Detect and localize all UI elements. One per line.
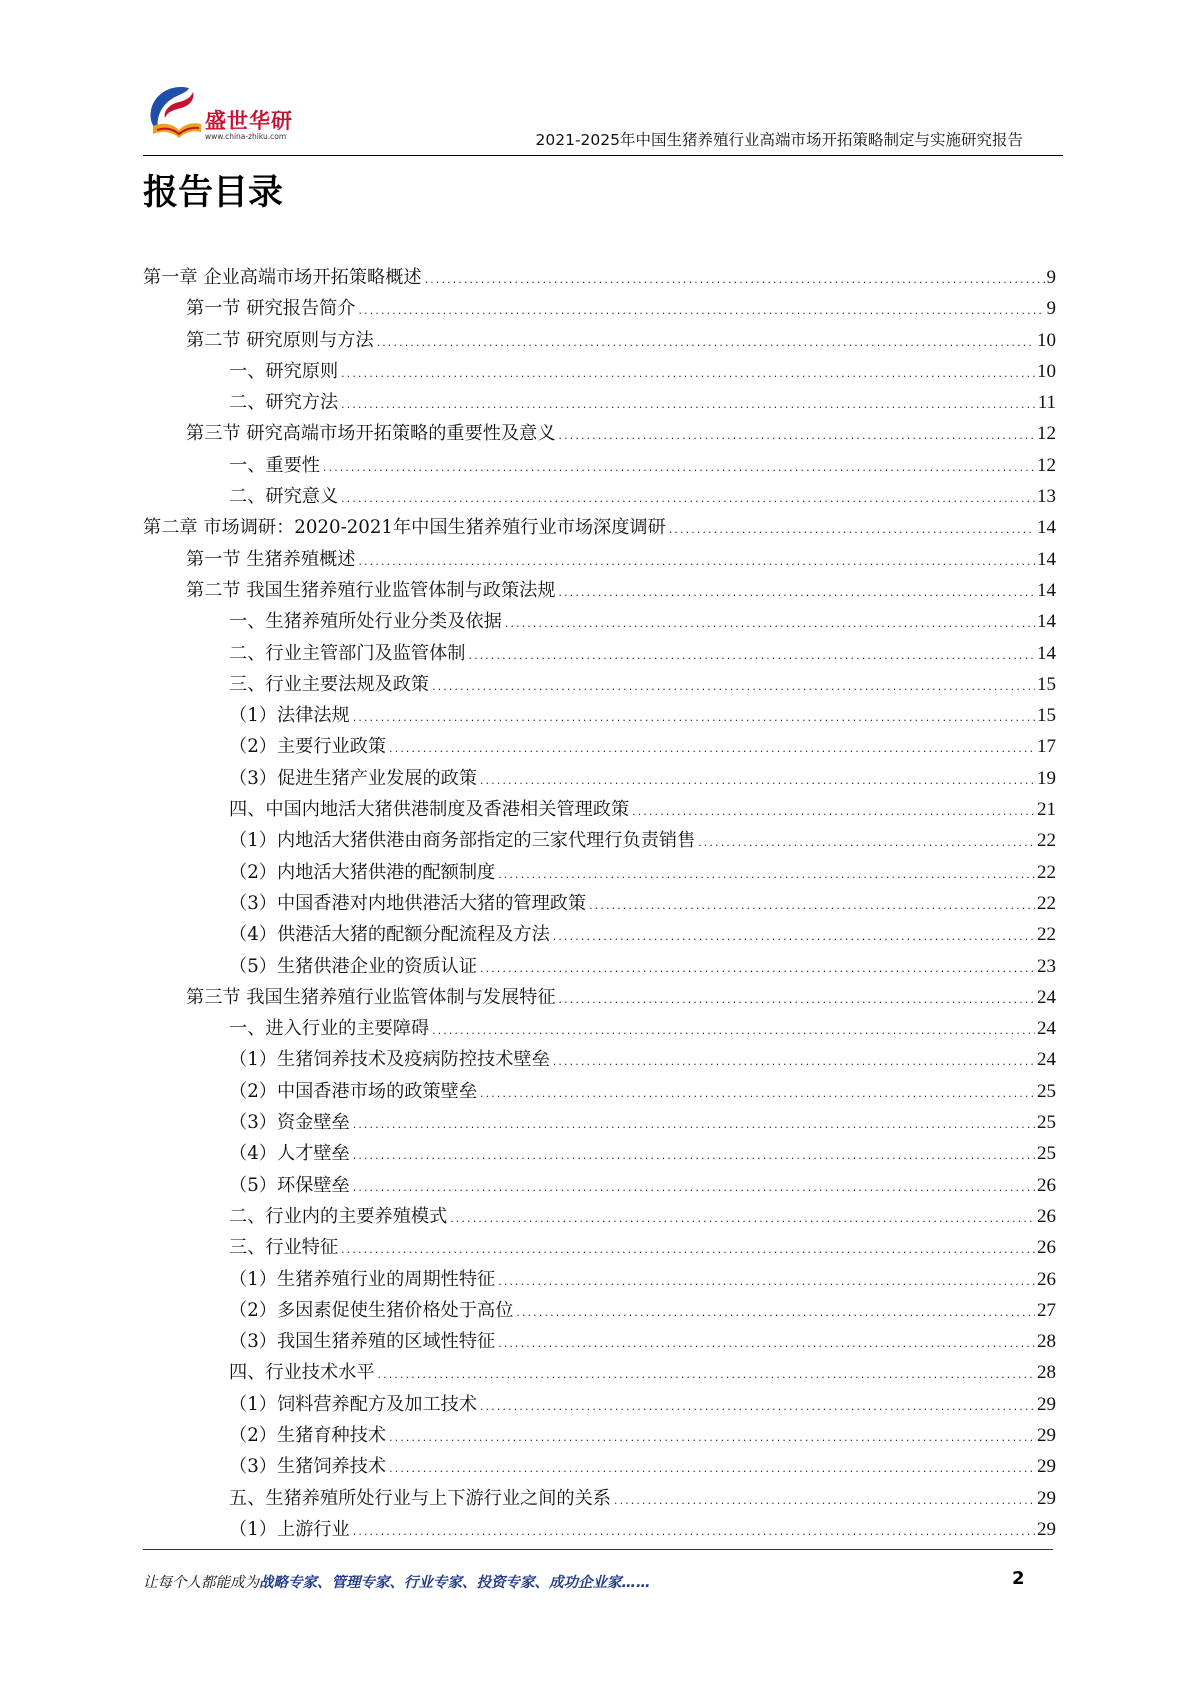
logo-emblem-icon	[143, 82, 203, 142]
toc-entry-label: 二、研究意义	[229, 486, 339, 508]
toc-entry-label: 二、行业主管部门及监管体制	[229, 642, 466, 664]
toc-entry-page: 11	[1037, 392, 1056, 414]
toc-entry-label: （4）供港活大猪的配额分配流程及方法	[229, 924, 550, 946]
toc-entry[interactable]	[143, 888, 1056, 919]
toc-entry-label: （2）生猪育种技术	[229, 1424, 387, 1446]
toc-entry-label: 一、重要性	[229, 454, 320, 476]
toc-entry-label: 第二节 研究原则与方法	[186, 329, 374, 351]
toc-leader-dots	[552, 1048, 1035, 1079]
toc-entry-label: 第一章 企业高端市场开拓策略概述	[143, 267, 422, 288]
toc-entry[interactable]	[143, 919, 1056, 950]
toc-entry[interactable]	[143, 325, 1056, 356]
toc-entry[interactable]	[143, 1013, 1056, 1044]
toc-entry-page: 17	[1037, 736, 1056, 758]
toc-entry-page: 25	[1037, 1080, 1056, 1102]
toc-entry-page: 15	[1037, 705, 1056, 727]
toc-entry[interactable]	[143, 1232, 1056, 1263]
toc-entry-page: 24	[1037, 1049, 1056, 1071]
toc-entry-label: （4）人才壁垒	[229, 1143, 350, 1165]
toc-entry-page: 27	[1037, 1299, 1056, 1321]
toc-entry-page: 29	[1037, 1393, 1056, 1415]
toc-entry[interactable]	[143, 293, 1056, 324]
toc-entry-page: 14	[1037, 548, 1056, 570]
toc-leader-dots	[322, 454, 1035, 485]
toc-entry-page: 28	[1037, 1362, 1056, 1384]
toc-entry[interactable]	[143, 1076, 1056, 1107]
toc-entry-label: 四、中国内地活大猪供港制度及香港相关管理政策	[229, 799, 630, 821]
toc-entry-page: 29	[1037, 1456, 1056, 1478]
toc-entry[interactable]	[143, 575, 1056, 606]
toc-leader-dots	[558, 579, 1035, 610]
toc-entry-label: 第二章 市场调研：2020-2021年中国生猪养殖行业市场深度调研	[143, 517, 666, 539]
toc-entry-label: （2）内地活大猪供港的配额制度	[229, 861, 496, 883]
toc-entry-page: 22	[1037, 892, 1056, 914]
toc-leader-dots	[504, 610, 1035, 641]
toc-entry[interactable]	[143, 638, 1056, 669]
toc-entry[interactable]	[143, 1389, 1056, 1420]
toc-leader-dots	[515, 1299, 1035, 1330]
logo-text: 盛世华研	[205, 109, 293, 133]
toc-leader-dots	[558, 422, 1035, 453]
toc-entry-page: 25	[1037, 1112, 1056, 1134]
toc-entry-label: 一、进入行业的主要障碍	[229, 1018, 430, 1040]
toc-leader-dots	[388, 1424, 1035, 1455]
page-number: 2	[1012, 1568, 1025, 1589]
footer-divider	[143, 1549, 1053, 1550]
toc-entry[interactable]	[143, 825, 1056, 856]
toc-entry[interactable]	[143, 1326, 1056, 1357]
toc-leader-dots	[352, 1174, 1035, 1205]
toc-entry-label: 第一节 生猪养殖概述	[186, 548, 356, 570]
toc-entry[interactable]	[143, 1044, 1056, 1075]
toc-entry[interactable]	[143, 1514, 1056, 1545]
toc-entry-page: 19	[1037, 767, 1056, 789]
toc-entry[interactable]	[143, 1264, 1056, 1295]
toc-entry[interactable]	[143, 700, 1056, 731]
toc-entry-label: （3）我国生猪养殖的区域性特征	[229, 1331, 496, 1353]
logo-url: www.china-zhiku.com	[205, 132, 287, 141]
toc-entry-page: 26	[1037, 1237, 1056, 1259]
toc-entry-label: （3）促进生猪产业发展的政策	[229, 767, 478, 789]
toc-entry-label: （1）饲料营养配方及加工技术	[229, 1393, 478, 1415]
toc-leader-dots	[497, 1330, 1035, 1361]
toc-entry-label: （2）多因素促使生猪价格处于高位	[229, 1299, 514, 1321]
toc-leader-dots	[352, 1111, 1035, 1142]
toc-entry-label: 三、行业主要法规及政策	[229, 673, 430, 695]
footer-slogan-emphasis: 战略专家、管理专家、行业专家、投资专家、成功企业家……	[259, 1575, 651, 1591]
toc-entry-page: 29	[1037, 1487, 1056, 1509]
toc-entry-page: 25	[1037, 1143, 1056, 1165]
toc-entry[interactable]	[143, 606, 1056, 637]
toc-leader-dots	[467, 642, 1035, 673]
toc-entry-page: 9	[1046, 267, 1056, 288]
toc-entry-page: 12	[1037, 454, 1056, 476]
toc-entry-label: （1）生猪饲养技术及疫病防控技术壁垒	[229, 1049, 550, 1071]
toc-entry[interactable]	[143, 1420, 1056, 1451]
toc-entry[interactable]	[143, 1170, 1056, 1201]
toc-entry-label: （3）生猪饲养技术	[229, 1456, 387, 1478]
toc-entry-page: 21	[1037, 799, 1056, 821]
toc-entry-page: 22	[1037, 830, 1056, 852]
toc-entry[interactable]	[143, 1138, 1056, 1169]
toc-entry[interactable]	[143, 1357, 1056, 1388]
header-divider	[143, 155, 1063, 156]
toc-entry-page: 13	[1037, 486, 1056, 508]
company-logo	[143, 82, 323, 146]
toc-entry-label: 第三节 研究高端市场开拓策略的重要性及意义	[186, 423, 556, 445]
toc-entry-page: 14	[1037, 611, 1056, 633]
toc-entry[interactable]	[143, 1201, 1056, 1232]
toc-leader-dots	[424, 266, 1045, 297]
toc-entry[interactable]	[143, 356, 1056, 387]
toc-leader-dots	[352, 704, 1035, 735]
toc-leader-dots	[340, 360, 1035, 391]
toc-entry[interactable]	[143, 731, 1056, 762]
toc-leader-dots	[376, 329, 1035, 360]
toc-entry[interactable]	[143, 418, 1056, 449]
toc-entry-label: （2）主要行业政策	[229, 736, 387, 758]
toc-entry[interactable]	[143, 1107, 1056, 1138]
toc-entry[interactable]	[143, 1295, 1056, 1326]
toc-entry-page: 26	[1037, 1174, 1056, 1196]
toc-leader-dots	[588, 892, 1035, 923]
toc-entry-page: 26	[1037, 1268, 1056, 1290]
toc-entry[interactable]	[143, 794, 1056, 825]
toc-entry[interactable]	[143, 450, 1056, 481]
toc-entry-label: （1）内地活大猪供港由商务部指定的三家代理行负责销售	[229, 830, 696, 852]
toc-leader-dots	[479, 955, 1035, 986]
toc-leader-dots	[479, 1080, 1035, 1111]
toc-entry-label: 二、行业内的主要养殖模式	[229, 1205, 448, 1227]
document-title: 2021-2025年中国生猪养殖行业高端市场开拓策略制定与实施研究报告	[535, 131, 1023, 149]
toc-entry-label: 一、研究原则	[229, 360, 339, 382]
toc-entry-page: 14	[1037, 517, 1056, 539]
toc-entry-label: （1）生猪养殖行业的周期性特征	[229, 1268, 496, 1290]
toc-entry-label: 五、生猪养殖所处行业与上下游行业之间的关系	[229, 1487, 611, 1509]
toc-entry-label: （2）中国香港市场的政策壁垒	[229, 1080, 478, 1102]
toc-entry[interactable]	[143, 982, 1056, 1013]
page-header	[0, 0, 1191, 160]
toc-entry-page: 26	[1037, 1205, 1056, 1227]
toc-entry-label: 第一节 研究报告简介	[186, 298, 356, 320]
toc-leader-dots	[613, 1487, 1035, 1518]
toc-entry-page: 28	[1037, 1331, 1056, 1353]
toc-entry-page: 23	[1037, 955, 1056, 977]
toc-entry-page: 29	[1037, 1518, 1056, 1540]
toc-entry[interactable]	[143, 544, 1056, 575]
toc-leader-dots	[357, 297, 1044, 328]
toc-leader-dots	[479, 1393, 1035, 1424]
footer-slogan	[143, 1571, 651, 1592]
toc-entry[interactable]	[143, 1451, 1056, 1482]
toc-entry-label: （1）法律法规	[229, 705, 350, 727]
toc-leader-dots	[352, 1518, 1035, 1549]
toc-leader-dots	[352, 1142, 1035, 1173]
toc-entry-label: 二、研究方法	[229, 392, 339, 414]
toc-entry[interactable]	[143, 262, 1056, 293]
toc-entry-label: （3）资金壁垒	[229, 1112, 350, 1134]
toc-entry[interactable]	[143, 669, 1056, 700]
toc-entry-label: （3）中国香港对内地供港活大猪的管理政策	[229, 892, 587, 914]
toc-entry-label: 三、行业特征	[229, 1237, 339, 1259]
page-title: 报告目录	[143, 173, 284, 213]
footer-slogan-prefix: 让每个人都能成为	[143, 1575, 259, 1591]
toc-entry-page: 22	[1037, 861, 1056, 883]
toc-entry-page: 10	[1037, 360, 1056, 382]
toc-leader-dots	[668, 516, 1035, 547]
toc-entry-page: 15	[1037, 673, 1056, 695]
toc-entry-page: 10	[1037, 329, 1056, 351]
toc-entry[interactable]	[143, 1483, 1056, 1514]
toc-leader-dots	[431, 673, 1035, 704]
toc-entry[interactable]	[143, 512, 1056, 543]
toc-entry-label: 四、行业技术水平	[229, 1362, 375, 1384]
toc-entry-label: （1）上游行业	[229, 1518, 350, 1540]
toc-entry[interactable]	[143, 481, 1056, 512]
toc-entry-label: 第三节 我国生猪养殖行业监管体制与发展特征	[186, 986, 556, 1008]
toc-entry-page: 14	[1037, 642, 1056, 664]
toc-entry-page: 14	[1037, 579, 1056, 601]
toc-entry-page: 29	[1037, 1424, 1056, 1446]
toc-entry-page: 24	[1037, 1018, 1056, 1040]
toc-leader-dots	[697, 829, 1035, 860]
toc-leader-dots	[552, 923, 1035, 954]
toc-entry[interactable]	[143, 951, 1056, 982]
toc-entry-page: 12	[1037, 423, 1056, 445]
toc-entry-label: 第二节 我国生猪养殖行业监管体制与政策法规	[186, 579, 556, 601]
toc-entry-label: （5）生猪供港企业的资质认证	[229, 955, 478, 977]
toc-leader-dots	[388, 735, 1035, 766]
toc-entry[interactable]	[143, 857, 1056, 888]
toc-leader-dots	[449, 1205, 1035, 1236]
toc-entry-page: 24	[1037, 986, 1056, 1008]
toc-entry-page: 22	[1037, 924, 1056, 946]
toc-entry-label: 一、生猪养殖所处行业分类及依据	[229, 611, 502, 633]
toc-leader-dots	[558, 986, 1035, 1017]
table-of-contents	[143, 262, 1056, 1545]
toc-leader-dots	[497, 1268, 1035, 1299]
toc-entry-page: 9	[1046, 298, 1056, 320]
toc-entry-label: （5）环保壁垒	[229, 1174, 350, 1196]
toc-entry[interactable]	[143, 387, 1056, 418]
toc-entry[interactable]	[143, 763, 1056, 794]
